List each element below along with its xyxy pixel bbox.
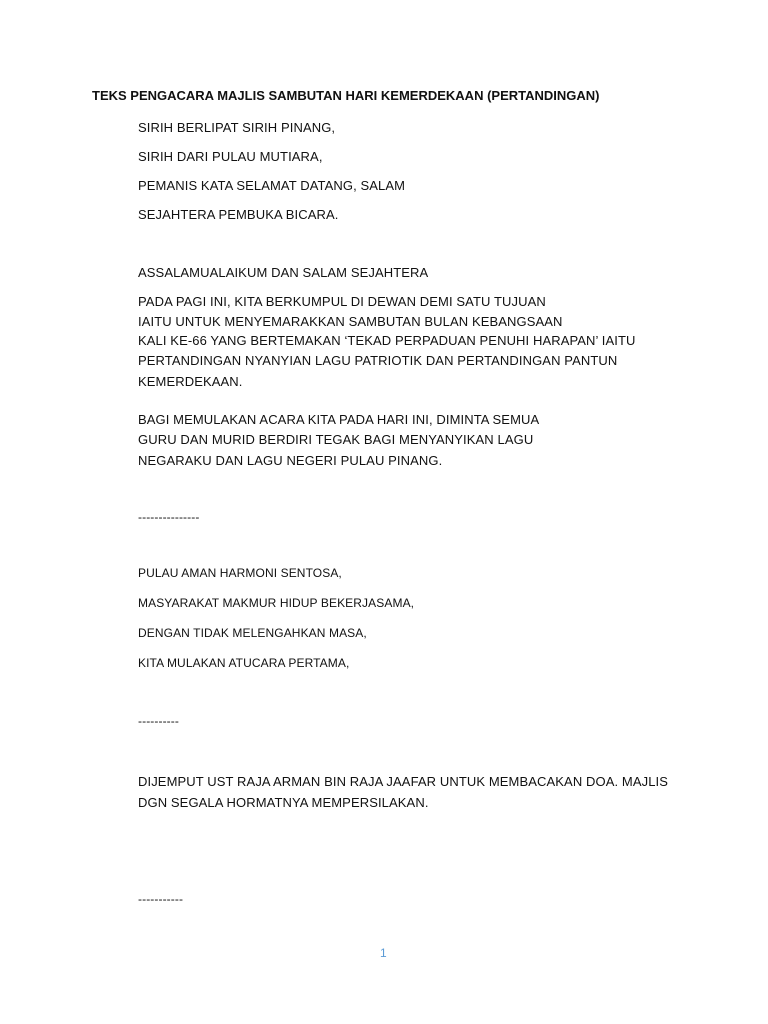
pantun-line: PEMANIS KATA SELAMAT DATANG, SALAM — [138, 178, 406, 193]
pantun-line: SIRIH BERLIPAT SIRIH PINANG, — [138, 120, 336, 135]
paragraph-line: PERTANDINGAN NYANYIAN LAGU PATRIOTIK DAN PERTANDINGAN PANTUN — [138, 353, 618, 368]
paragraph-line: DIJEMPUT UST RAJA ARMAN BIN RAJA JAAFAR UNTUK MEMBACAKAN DOA. MAJLIS — [138, 774, 669, 789]
paragraph-line: KALI KE-66 YANG BERTEMAKAN ‘TEKAD PERPADUAN PENUHI HARAPAN’ IAITU — [138, 333, 636, 348]
section-separator: --------------- — [138, 510, 200, 524]
pantun-line: SEJAHTERA PEMBUKA BICARA. — [138, 207, 339, 222]
page-number: 1 — [380, 946, 387, 960]
pantun-line: PULAU AMAN HARMONI SENTOSA, — [138, 566, 342, 580]
paragraph-line: DGN SEGALA HORMATNYA MEMPERSILAKAN. — [138, 795, 429, 810]
pantun-line: DENGAN TIDAK MELENGAHKAN MASA, — [138, 626, 367, 640]
pantun-line: SIRIH DARI PULAU MUTIARA, — [138, 149, 323, 164]
paragraph-line: NEGARAKU DAN LAGU NEGERI PULAU PINANG. — [138, 453, 443, 468]
pantun-line: KITA MULAKAN ATUCARA PERTAMA, — [138, 656, 350, 670]
greeting-line: ASSALAMUALAIKUM DAN SALAM SEJAHTERA — [138, 265, 429, 280]
section-separator: ---------- — [138, 714, 179, 728]
paragraph-line: GURU DAN MURID BERDIRI TEGAK BAGI MENYANYIKAN LAGU — [138, 432, 534, 447]
paragraph-line: IAITU UNTUK MENYEMARAKKAN SAMBUTAN BULAN KEBANGSAAN — [138, 314, 563, 329]
document-title: TEKS PENGACARA MAJLIS SAMBUTAN HARI KEMERDEKAAN (PERTANDINGAN) — [92, 88, 600, 103]
paragraph-line: PADA PAGI INI, KITA BERKUMPUL DI DEWAN DEMI SATU TUJUAN — [138, 294, 546, 309]
pantun-line: MASYARAKAT MAKMUR HIDUP BEKERJASAMA, — [138, 596, 415, 610]
paragraph-line: BAGI MEMULAKAN ACARA KITA PADA HARI INI, DIMINTA SEMUA — [138, 412, 540, 427]
section-separator: ----------- — [138, 892, 184, 906]
paragraph-line: KEMERDEKAAN. — [138, 374, 243, 389]
